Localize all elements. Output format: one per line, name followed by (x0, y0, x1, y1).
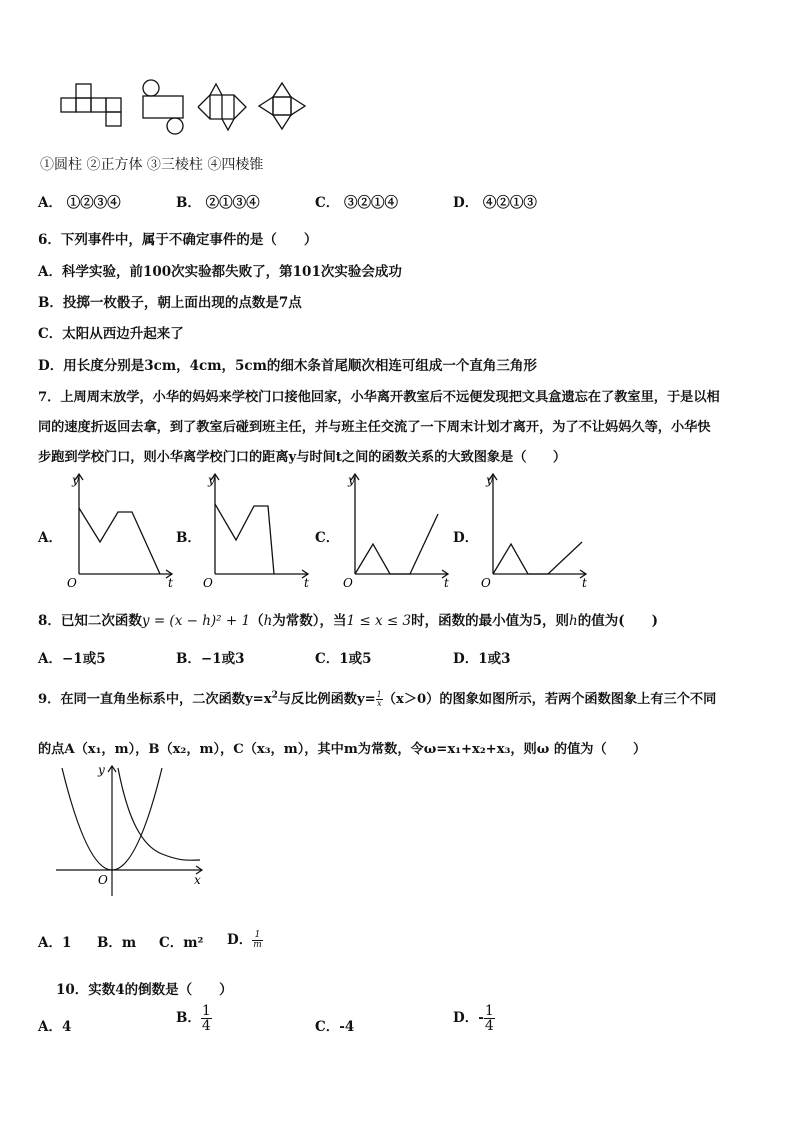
origin-label: O (203, 576, 213, 590)
axis-y-label: y (72, 473, 79, 487)
q8-formula: y = (x − h)² + 1 (141, 613, 251, 629)
q7-graph-b (198, 470, 314, 590)
option-letter: B． (97, 935, 122, 951)
q10-option-a[interactable] (38, 1015, 71, 1035)
q6-option-b[interactable]: B．投掷一枚骰子，朝上面出现的点数是7点 (38, 295, 302, 311)
q5-option-d[interactable] (453, 191, 537, 211)
axis-x-label: t (444, 576, 449, 590)
q5-option-b[interactable] (176, 191, 260, 211)
q8-option-d[interactable] (453, 647, 511, 667)
net-square-pyramid-diagram (256, 80, 308, 132)
q7-graph-d (476, 470, 592, 590)
q9-text-c: （x＞0）的图象如图所示，若两个函数图象上有三个不同 (382, 692, 717, 707)
q8-stem (38, 609, 658, 629)
axis-y-label: y (98, 763, 105, 777)
q7-graph-b-letter[interactable]: B． (176, 530, 201, 546)
q7-graph-a (62, 470, 178, 590)
q10-option-b[interactable] (176, 1004, 212, 1033)
option-text: -4 (339, 1019, 355, 1035)
option-letter: A． (38, 1019, 62, 1035)
q9-option-c[interactable] (159, 931, 203, 951)
option-letter: D． (227, 932, 253, 948)
net-cylinder-diagram (140, 79, 186, 135)
q8-prefix: 8．已知二次函数 (38, 613, 142, 629)
q8-mid3: 时，函数的最小值为5，则 (411, 613, 570, 629)
q8-mid2: 为常数），当 (272, 613, 347, 629)
option-prefix: - (478, 1010, 484, 1026)
graph-line (215, 504, 274, 574)
option-text: ①②③④ (66, 195, 121, 211)
q10-stem: 10．实数4的倒数是（ ） (56, 982, 233, 998)
axis-y-label: y (208, 473, 215, 487)
option-text: m (121, 935, 137, 951)
q7-graph-d-letter[interactable]: D． (453, 530, 479, 546)
axis-x-label: t (168, 576, 173, 590)
option-letter: D． (453, 1010, 479, 1026)
q9-stem-line-1 (38, 688, 716, 708)
option-letter: C． (315, 195, 340, 211)
option-letter: D． (453, 195, 479, 211)
option-letter: A． (38, 651, 62, 667)
q6-option-c[interactable]: C．太阳从西边升起来了 (38, 326, 184, 342)
q8-mid1: （ (250, 613, 264, 629)
q6-stem: 6．下列事件中，属于不确定事件的是（ ） (38, 232, 318, 248)
option-text: m² (183, 935, 204, 951)
net-cube-diagram (60, 82, 126, 128)
q7-stem-line-1: 7．上周周末放学，小华的妈妈来学校门口接他回家，小华离开教室后不远便发现把文具盒遗忘在了教室里，于是以相 (38, 390, 720, 405)
graph-line (493, 542, 582, 574)
q9-text-b: 与反比例函数y= (277, 692, 376, 707)
q7-stem-line-2: 同的速度折返回去拿，到了教室后碰到班主任，并与班主任交流了一下周末计划才离开，为了不让妈妈久等，小华快 (38, 420, 711, 435)
graph-line (355, 514, 438, 574)
q8-option-b[interactable] (176, 647, 245, 667)
option-text: ③②①④ (343, 195, 398, 211)
q9-option-a[interactable] (38, 931, 71, 951)
q6-option-d[interactable]: D．用长度分别是3cm，4cm，5cm的细木条首尾顺次相连可组成一个直角三角形 (38, 358, 537, 374)
option-fraction: $\frac{1}{4}$ (484, 1003, 494, 1034)
option-letter: B． (176, 651, 201, 667)
option-letter: A． (38, 195, 62, 211)
option-fraction: $\frac{1}{4}$ (201, 1003, 211, 1034)
origin-label: O (343, 576, 353, 590)
q8-option-c[interactable] (315, 647, 372, 667)
q8-h-var: h (569, 613, 578, 629)
graph-line (79, 508, 160, 574)
q5-option-a[interactable] (38, 191, 121, 211)
origin-label: O (98, 873, 108, 887)
solid-labels: ①圆柱 ②正方体 ③三棱柱 ④四棱锥 (40, 157, 264, 173)
option-letter: C． (315, 1019, 340, 1035)
q7-graph-c (338, 470, 454, 590)
q8-condition: 1 ≤ x ≤ 3 (346, 613, 412, 629)
q9-fraction: $\frac{1}{x}$ (376, 690, 382, 708)
option-letter: D． (453, 651, 479, 667)
option-text: ②①③④ (205, 195, 260, 211)
option-letter: A． (38, 935, 62, 951)
axis-x-label: x (194, 873, 201, 887)
q7-graph-c-letter[interactable]: C． (315, 530, 340, 546)
q8-option-a[interactable] (38, 647, 106, 667)
q6-option-a[interactable]: A．科学实验，前100次实验都失败了，第101次实验会成功 (38, 264, 402, 280)
q9-sup: 2 (271, 690, 278, 701)
q9-option-d[interactable] (227, 928, 263, 950)
net-triangular-prism-diagram (196, 82, 248, 132)
q5-option-c[interactable] (315, 191, 398, 211)
q8-suffix: 的值为( ) (577, 613, 658, 629)
axis-x-label: t (304, 576, 309, 590)
q9-text-a: 9．在同一直角坐标系中，二次函数y=x (38, 692, 272, 707)
option-letter: B． (176, 195, 201, 211)
option-fraction: $\frac{1}{m}$ (253, 930, 262, 950)
axis-y-label: y (486, 473, 493, 487)
q9-graph (52, 760, 212, 900)
q7-graph-a-letter[interactable]: A． (38, 530, 62, 546)
option-text: −1或3 (200, 651, 245, 667)
option-letter: C． (315, 651, 340, 667)
option-text: ④②①③ (482, 195, 537, 211)
origin-label: O (481, 576, 491, 590)
option-text: 4 (61, 1019, 72, 1035)
q9-stem-line-2: 的点A（x₁，m），B（x₂，m），C（x₃，m），其中m为常数，令ω=x₁+x₂+x₃，则ω 的值为（ ） (38, 742, 647, 757)
q9-option-b[interactable] (97, 931, 136, 951)
option-letter: B． (176, 1010, 201, 1026)
option-text: 1或3 (478, 651, 511, 667)
option-text: 1 (61, 935, 72, 951)
q8-h-var: h (263, 613, 273, 629)
option-text: 1或5 (339, 651, 372, 667)
option-letter: C． (159, 935, 184, 951)
q10-option-d[interactable] (453, 1004, 495, 1033)
q10-option-c[interactable] (315, 1015, 354, 1035)
q7-stem-line-3: 步跑到学校门口，则小华离学校门口的距离y与时间t之间的函数关系的大致图象是（ ） (38, 450, 567, 465)
axis-y-label: y (348, 473, 355, 487)
option-text: −1或5 (61, 651, 106, 667)
origin-label: O (67, 576, 77, 590)
axis-x-label: t (582, 576, 587, 590)
